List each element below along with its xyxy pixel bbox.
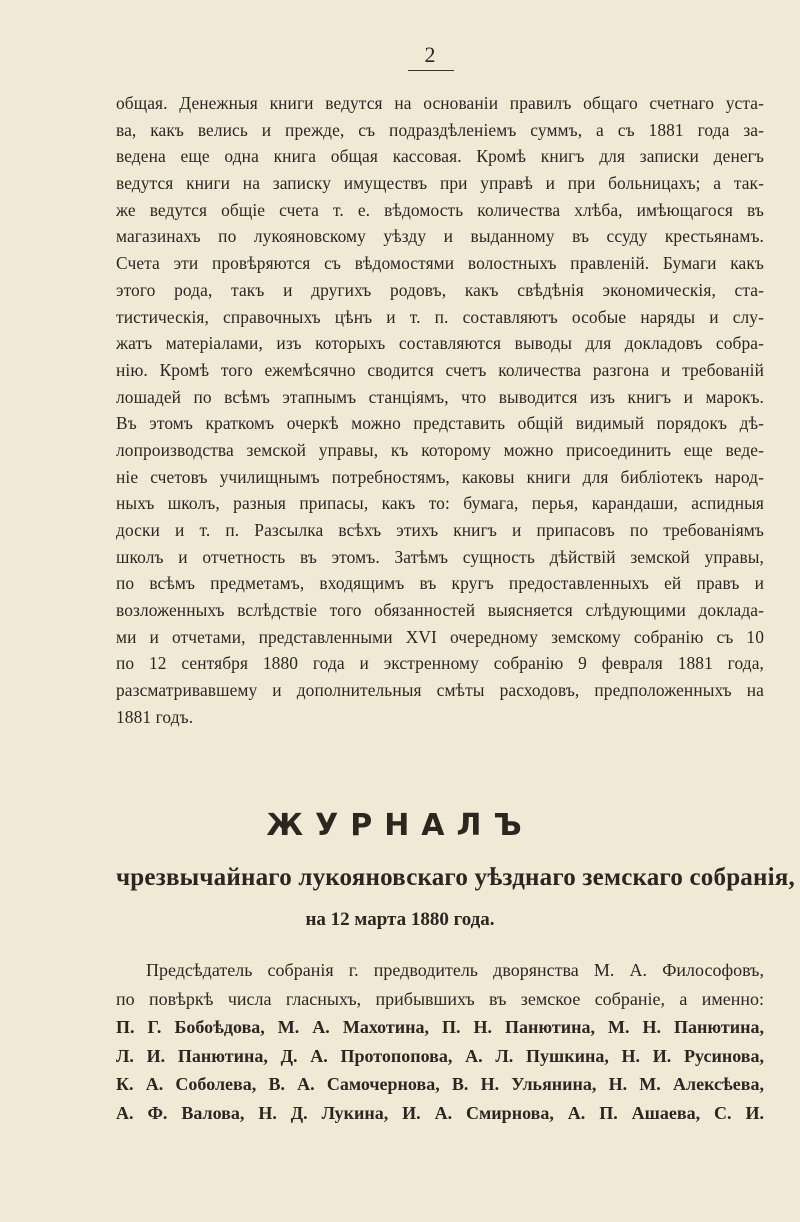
text-line: лошадей по всѣмъ этапнымъ станціямъ, что выводится изъ книгъ и марокъ.	[116, 386, 764, 407]
body-paragraph	[116, 90, 764, 731]
text-line: Счета эти провѣряются съ вѣдомостями волостныхъ правленій. Бумаги какъ	[116, 253, 764, 274]
text-line: общая. Денежныя книги ведутся на основаніи правилъ общаго счетнаго уста-	[116, 93, 764, 113]
text-line: возложенныхъ вслѣдствіе того обязанностей выясняется слѣдующими доклада-	[116, 600, 764, 621]
text-line: ніе счетовъ училищнымъ потребностямъ, каковы книги для библіотекъ народ-	[116, 466, 764, 487]
text-line: тистическія, справочныхъ цѣнъ и т. п. составляютъ особые наряды и слу-	[116, 306, 764, 327]
text-line: магазинахъ по лукояновскому уѣзду и выданному въ ссуду крестьянамъ.	[116, 226, 764, 247]
text-line: ва, какъ велись и прежде, съ подраздѣленіемъ суммъ, а съ 1881 года за-	[116, 119, 764, 140]
text-line: Въ этомъ краткомъ очеркѣ можно представить общій видимый порядокъ дѣ-	[116, 413, 764, 434]
text-line: ми и отчетами, представленными XVI очередному земскому собранію съ 10	[116, 626, 764, 647]
text-line: по повѣркѣ числа гласныхъ, прибывшихъ въ земское собраніе, а именно:	[116, 988, 764, 1009]
text-line: этого рода, такъ и другихъ родовъ, какъ свѣдѣнія экономическія, ста-	[116, 279, 764, 300]
text-line: ныхъ школъ, разныя припасы, какъ то: бумага, перья, карандаши, аспидныя	[116, 493, 764, 514]
attendance-paragraph	[116, 956, 764, 1127]
page-number-underline	[408, 70, 454, 71]
text-line: Л. И. Панютина, Д. А. Протопопова, А. Л. Пушкина, Н. И. Русинова,	[116, 1045, 764, 1066]
journal-subtitle: чрезвычайнаго лукояновскаго уѣзднаго земскаго собранія,	[116, 864, 795, 891]
text-line: разсматривавшему и дополнительныя смѣты расходовъ, предположенныхъ на	[116, 680, 764, 701]
text-line: лопроизводства земской управы, къ которому можно присоединить еще веде-	[116, 439, 764, 460]
text-line: ведутся книги на записку имуществъ при управѣ и при больницахъ; а так-	[116, 173, 764, 194]
text-line: школъ и отчетность въ этомъ. Затѣмъ сущность дѣйствій земской управы,	[116, 546, 764, 567]
text-line: А. Ф. Валова, Н. Д. Лукина, И. А. Смирнова, А. П. Ашаева, С. И.	[116, 1102, 764, 1123]
journal-date: на 12 марта 1880 года.	[305, 909, 495, 930]
text-line: К. А. Соболева, В. А. Самочернова, В. Н. Ульянина, Н. М. Алексѣева,	[116, 1074, 764, 1094]
text-line: доски и т. п. Разсылка всѣхъ этихъ книгъ и припасовъ по требованіямъ	[116, 520, 764, 540]
text-line: П. Г. Бобоѣдова, М. А. Махотина, П. Н. Панютина, М. Н. Панютина,	[116, 1017, 764, 1037]
text-line: 1881 годъ.	[116, 706, 194, 727]
text-line: нію. Кромѣ того ежемѣсячно сводится счетъ количества разгона и требованій	[116, 359, 764, 380]
page-number: 2	[424, 42, 436, 67]
text-line: по всѣмъ предметамъ, входящимъ въ кругъ предоставленныхъ ей правъ и	[116, 573, 764, 594]
text-line: жатъ матеріалами, изъ которыхъ составляются выводы для докладовъ собра-	[116, 333, 764, 354]
text-line: ведена еще одна книга общая кассовая. Кромѣ книгъ для записки денегъ	[116, 146, 764, 167]
journal-heading: ЖУРНАЛЪ	[266, 808, 534, 843]
text-line: по 12 сентября 1880 года и экстренному собранію 9 февраля 1881 года,	[116, 653, 764, 674]
text-line: Предсѣдатель собранія г. предводитель дворянства М. А. Философовъ,	[146, 960, 764, 980]
text-line: же ведутся общіе счета т. е. вѣдомость количества хлѣба, имѣющагося въ	[116, 199, 764, 220]
